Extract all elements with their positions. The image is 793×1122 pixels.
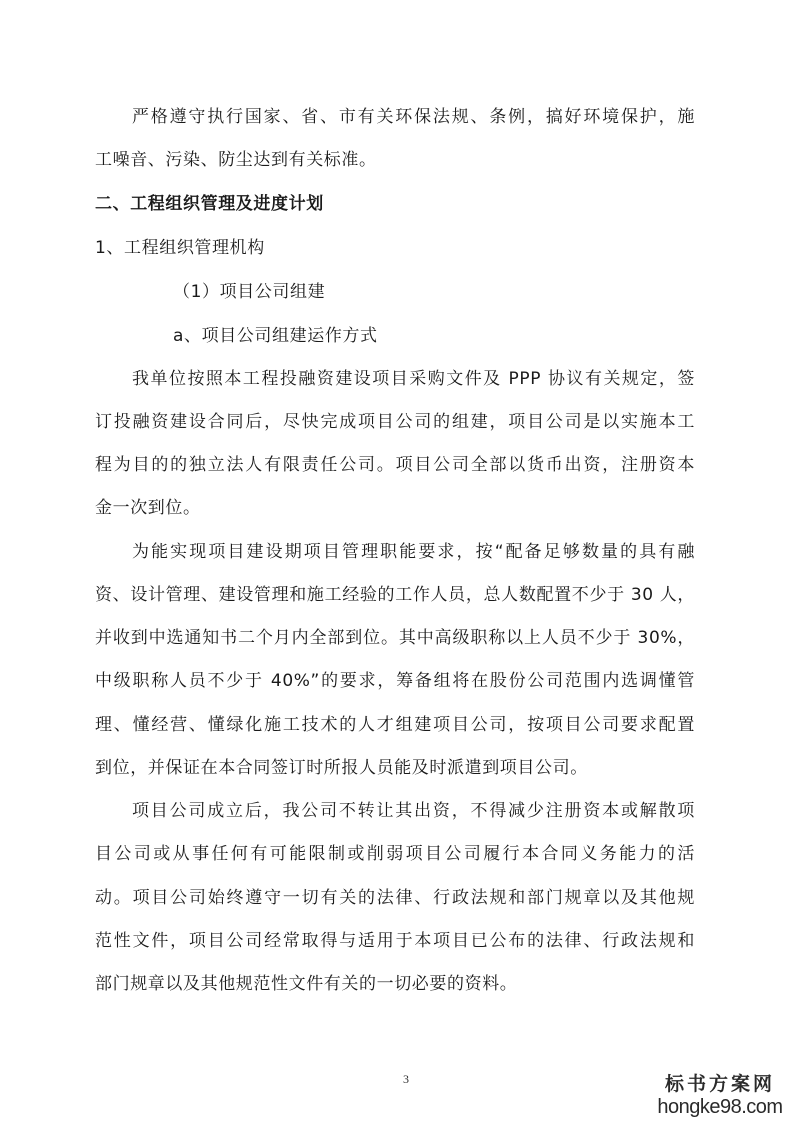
watermark-chinese: 标书方案网 (664, 1073, 775, 1095)
paragraph-line: 中级职称人员不少于 40%”的要求，筹备组将在股份公司范围内选调懂管 (95, 671, 695, 691)
paragraph-line: 程为目的的独立法人有限责任公司。项目公司全部以货币出资，注册资本 (95, 455, 695, 475)
paragraph-line: 到位，并保证在本合同签订时所报人员能及时派遣到项目公司。 (95, 758, 588, 778)
page-number: 3 (403, 1072, 409, 1086)
watermark-domain: hongke98.com (657, 1096, 783, 1118)
paragraph-line: 资、设计管理、建设管理和施工经验的工作人员，总人数配置不少于 30 人， (95, 585, 695, 605)
paragraph-line: 订投融资建设合同后，尽快完成项目公司的组建，项目公司是以实施本工 (95, 412, 695, 432)
section-heading: 二、工程组织管理及进度计划 (95, 194, 324, 214)
paragraph-line: 为能实现项目建设期项目管理职能要求，按“配备足够数量的具有融 (132, 542, 695, 562)
paragraph-line: 并收到中选通知书二个月内全部到位。其中高级职称以上人员不少于 30%， (95, 628, 695, 648)
item-heading: （1）项目公司组建 (173, 282, 326, 302)
paragraph-line: 部门规章以及其他规范性文件有关的一切必要的资料。 (95, 974, 518, 994)
paragraph-line: 范性文件，项目公司经常取得与适用于本项目已公布的法律、行政法规和 (95, 931, 695, 951)
paragraph-line: 严格遵守执行国家、省、市有关环保法规、条例，搞好环境保护，施 (132, 107, 695, 127)
paragraph-line: 目公司或从事任何有可能限制或削弱项目公司履行本合同义务能力的活 (95, 844, 695, 864)
paragraph-line: 金一次到位。 (95, 498, 201, 518)
paragraph-line: 工噪音、污染、防尘达到有关标准。 (95, 150, 377, 170)
subsection-heading: 1、工程组织管理机构 (95, 238, 265, 258)
paragraph-line: 我单位按照本工程投融资建设项目采购文件及 PPP 协议有关规定，签 (132, 369, 695, 389)
watermark (650, 1072, 790, 1118)
paragraph-line: 项目公司成立后，我公司不转让其出资，不得减少注册资本或解散项 (132, 801, 695, 821)
item-heading: a、项目公司组建运作方式 (173, 326, 378, 346)
paragraph-line: 动。项目公司始终遵守一切有关的法律、行政法规和部门规章以及其他规 (95, 888, 695, 908)
paragraph-line: 理、懂经营、懂绿化施工技术的人才组建项目公司，按项目公司要求配置 (95, 715, 695, 735)
